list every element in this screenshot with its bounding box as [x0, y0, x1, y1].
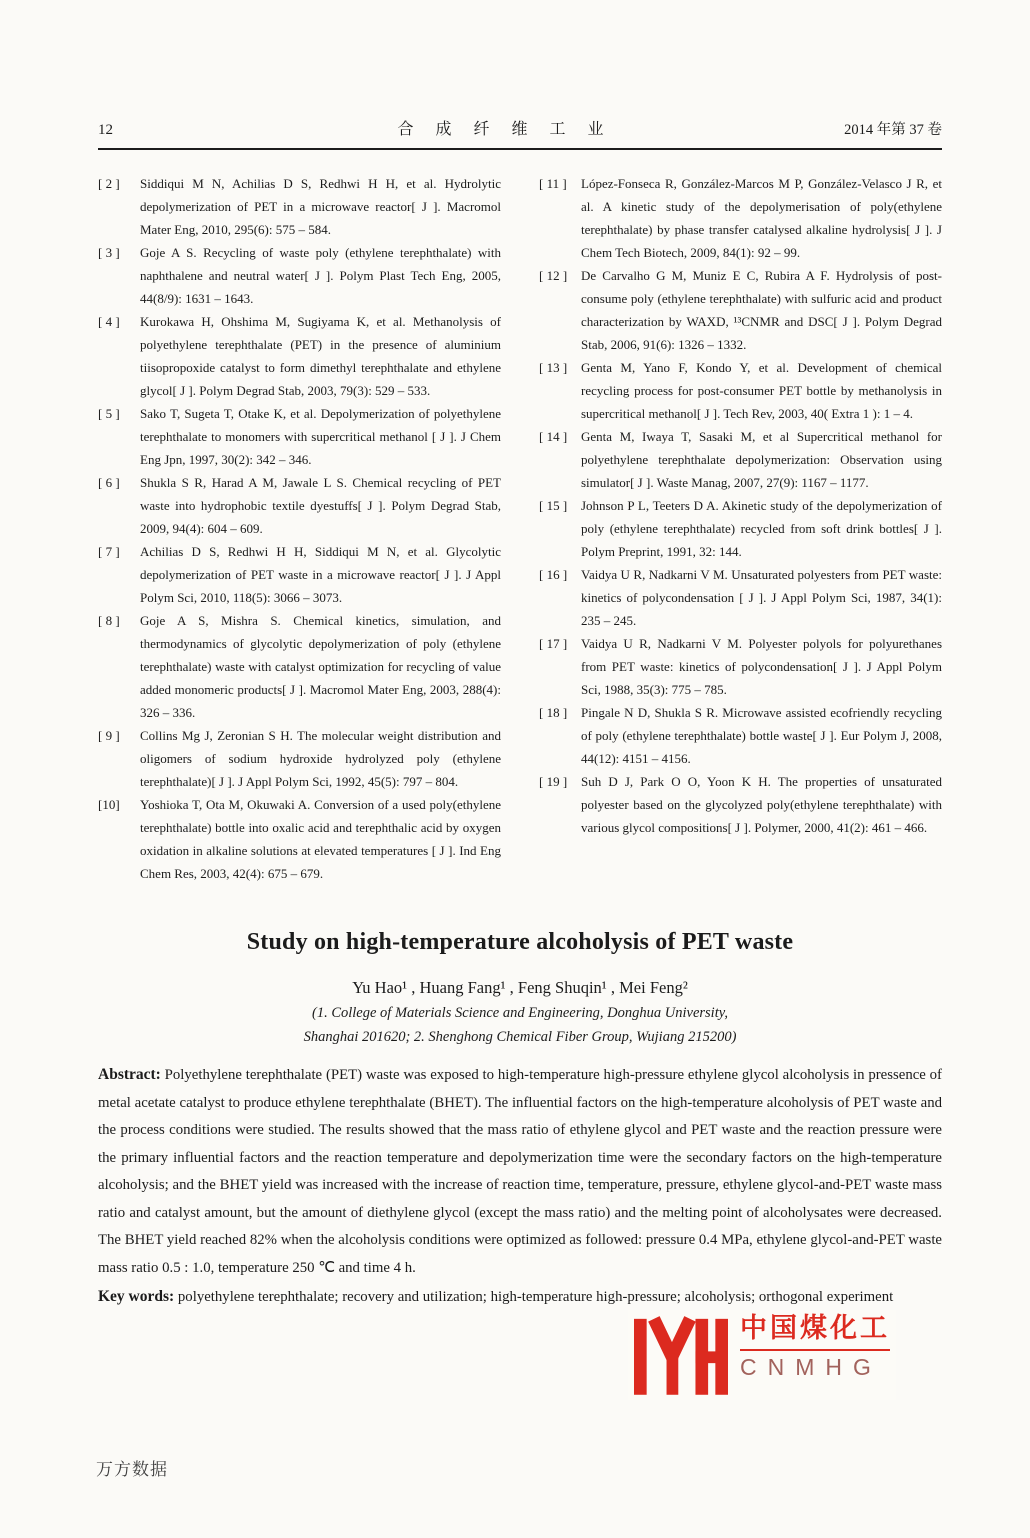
reference-text: Shukla S R, Harad A M, Jawale L S. Chemical recycling of PET waste into hydrophobic textile dyestuffs[ J ]. Polym Degrad Stab, 2009, 94(4): 604 – 609.: [140, 475, 501, 536]
reference-text: Genta M, Iwaya T, Sasaki M, et al Supercritical methanol for polyethylene terephthalate depolymerization: Observation using simulator[ J ]. Waste Manag, 2007, 27(9): 1167 – 1177.: [581, 429, 942, 490]
cnmhg-logo-text: [740, 1314, 890, 1380]
reference-item: [98, 241, 501, 310]
reference-label: [ 3 ]: [98, 245, 120, 260]
article-title: Study on high-temperature alcoholysis of PET waste: [246, 929, 794, 955]
cnmhg-logo-stamp: [628, 1310, 896, 1400]
reference-text: Siddiqui M N, Achilias D S, Redhwi H H, et al. Hydrolytic depolymerization of PET in a microwave reactor[ J ]. Macromol Mater Eng, 2010, 295(6): 575 – 584.: [140, 176, 501, 237]
reference-label: [ 6 ]: [98, 475, 120, 490]
references-column-right: [539, 172, 942, 885]
references-section: [98, 172, 942, 885]
header-rule: [98, 148, 942, 150]
reference-label: [ 4 ]: [98, 314, 120, 329]
wanfang-watermark: 万方数据: [96, 1460, 168, 1479]
reference-label: [ 11 ]: [539, 176, 567, 191]
reference-text: Suh D J, Park O O, Yoon K H. The properties of unsaturated polyester based on the glycolyzed poly(ethylene terephthalate) with various glycol compositions[ J ]. Polymer, 2000, 41(2): 461 – 466.: [581, 774, 942, 835]
reference-label: [ 15 ]: [539, 498, 568, 513]
reference-text: De Carvalho G M, Muniz E C, Rubira A F. Hydrolysis of post-consume poly (ethylene terephthalate) with sulfuric acid and product characterization by WAXD, ¹³CNMR and DSC[ J ]. Polym Degrad Stab, 2006, 91(6): 1326 – 1332.: [581, 268, 942, 352]
cnmhg-latin-text: CNMHG: [740, 1353, 882, 1380]
page-header: [98, 116, 942, 139]
reference-item: [539, 701, 942, 770]
reference-text: Goje A S. Recycling of waste poly (ethylene terephthalate) with naphthalene and neutral water[ J ]. Polym Plast Tech Eng, 2005, 44(8/9): 1631 – 1643.: [140, 245, 501, 306]
reference-item: [539, 425, 942, 494]
reference-label: [ 17 ]: [539, 636, 568, 651]
article-section: [98, 929, 942, 1312]
reference-item: [539, 632, 942, 701]
reference-item: [539, 172, 942, 264]
abstract-paragraph: [98, 1061, 942, 1282]
abstract-label: Abstract:: [98, 1066, 161, 1083]
cnmhg-mark-icon: [634, 1314, 728, 1396]
affiliation-line-1: (1. College of Materials Science and Engineering, Donghua University,: [312, 1005, 728, 1021]
reference-text: Collins Mg J, Zeronian S H. The molecular weight distribution and oligomers of sodium hydroxide hydrolyzed poly (ethylene terephthalate)[ J ]. J Appl Polym Sci, 1992, 45(5): 797 – 804.: [140, 728, 501, 789]
reference-text: López-Fonseca R, González-Marcos M P, González-Velasco J R, et al. A kinetic study of the depolymerisation of poly(ethylene terephthalate) by phase transfer catalysed alkaline hydrolysis[ J ]. J Chem Tech Biotech, 2009, 84(1): 92 – 99.: [581, 176, 942, 260]
reference-item: [98, 609, 501, 724]
reference-label: [ 9 ]: [98, 728, 120, 743]
reference-label: [ 8 ]: [98, 613, 120, 628]
reference-label: [ 13 ]: [539, 360, 568, 375]
reference-label: [ 16 ]: [539, 567, 568, 582]
reference-text: Goje A S, Mishra S. Chemical kinetics, simulation, and thermodynamics of glycolytic depolymerization of poly (ethylene terephthalate) waste with catalyst optimization for recycling of value added monomeric products[ J ]. Macromol Mater Eng, 2003, 288(4): 326 – 336.: [140, 613, 501, 720]
reference-text: Genta M, Yano F, Kondo Y, et al. Development of chemical recycling process for post-consumer PET bottle by methanolysis in supercritical methanol[ J ]. Tech Rev, 2003, 40( Extra 1 ): 1 – 4.: [581, 360, 942, 421]
reference-item: [539, 356, 942, 425]
reference-text: Achilias D S, Redhwi H H, Siddiqui M N, et al. Glycolytic depolymerization of PET waste in a microwave reactor[ J ]. J Appl Polym Sci, 2010, 118(5): 3066 – 3073.: [140, 544, 501, 605]
keywords-label: Key words:: [98, 1288, 175, 1305]
cnmhg-chinese-text: 中国煤化工: [740, 1313, 890, 1343]
keywords-paragraph: [98, 1283, 942, 1312]
reference-label: [10]: [98, 797, 120, 812]
reference-text: Yoshioka T, Ota M, Okuwaki A. Conversion of a used poly(ethylene terephthalate) bottle into oxalic acid and terephthalic acid by oxygen oxidation in alkaline solutions at elevated temperatures [ J ]. Ind Eng Chem Res, 2003, 42(4): 675 – 679.: [140, 797, 501, 881]
reference-item: [98, 310, 501, 402]
reference-text: Sako T, Sugeta T, Otake K, et al. Depolymerization of polyethylene terephthalate to monomers with supercritical methanol [ J ]. J Chem Eng Jpn, 1997, 30(2): 342 – 346.: [140, 406, 501, 467]
reference-item: [98, 402, 501, 471]
reference-item: [98, 793, 501, 885]
reference-text: Kurokawa H, Ohshima M, Sugiyama K, et al. Methanolysis of polyethylene terephthalate (PET) in the presence of aluminium tiisopropoxide catalyst to form dimethyl terephthalate and ethylene glycol[ J ]. Polym Degrad Stab, 2003, 79(3): 529 – 533.: [140, 314, 501, 398]
reference-text: Johnson P L, Teeters D A. Akinetic study of the depolymerization of poly (ethylene terephthalate) recycled from soft drink bottles[ J ]. Polym Preprint, 1991, 32: 144.: [581, 498, 942, 559]
reference-item: [539, 563, 942, 632]
reference-item: [539, 264, 942, 356]
reference-item: [539, 494, 942, 563]
journal-title: 合 成 纤 维 工 业: [397, 121, 613, 138]
reference-label: [ 2 ]: [98, 176, 120, 191]
cnmhg-divider: [740, 1349, 890, 1351]
reference-label: [ 5 ]: [98, 406, 120, 421]
page-number: 12: [98, 122, 113, 138]
affiliation-line-2: Shanghai 201620; 2. Shenghong Chemical Fiber Group, Wujiang 215200): [303, 1029, 737, 1045]
reference-label: [ 7 ]: [98, 544, 120, 559]
references-column-left: [98, 172, 501, 885]
reference-text: Pingale N D, Shukla S R. Microwave assisted ecofriendly recycling of poly (ethylene terephthalate) bottle waste[ J ]. Eur Polym J, 2008, 44(12): 4151 – 4156.: [581, 705, 942, 766]
issue-info: 2014 年第 37 卷: [844, 122, 942, 138]
reference-label: [ 14 ]: [539, 429, 568, 444]
reference-text: Vaidya U R, Nadkarni V M. Polyester polyols for polyurethanes from PET waste: kinetics of polycondensation[ J ]. J Appl Polym Sci, 1988, 35(3): 775 – 785.: [581, 636, 942, 697]
reference-item: [98, 540, 501, 609]
reference-label: [ 19 ]: [539, 774, 568, 789]
reference-label: [ 18 ]: [539, 705, 568, 720]
reference-text: Vaidya U R, Nadkarni V M. Unsaturated polyesters from PET waste: kinetics of polycondensation [ J ]. J Appl Polym Sci, 1987, 34(1): 235 – 245.: [581, 567, 942, 628]
keywords-text: polyethylene terephthalate; recovery and utilization; high-temperature high-pressure; alcoholysis; orthogonal experiment: [177, 1289, 894, 1305]
reference-item: [539, 770, 942, 839]
abstract-text: Polyethylene terephthalate (PET) waste was exposed to high-temperature high-pressure ethylene glycol alcoholysis in pressence of metal acetate catalyst to produce ethylene terephthalate (BHET). The influential factors on the high-temperature alcoholysis of PET waste and the process conditions were studied. The results showed that the mass ratio of ethylene glycol and PET waste and the reaction pressure were the primary influential factors and the reaction temperature and depolymerization time were the secondary factors on the high-temperature alcoholysis; and the BHET yield was increased with the increase of reaction time, temperature, pressure, ethylene glycol-and-PET waste mass ratio and catalyst amount, but the amount of diethylene glycol (except the mass ratio) and the melting point of alcoholysates were decreased. The BHET yield reached 82% when the alcoholysis conditions were optimized as followed: pressure 0.4 MPa, ethylene glycol-and-PET waste mass ratio 0.5 : 1.0, temperature 250 ℃ and time 4 h.: [98, 1067, 942, 1276]
reference-label: [ 12 ]: [539, 268, 568, 283]
reference-item: [98, 471, 501, 540]
reference-item: [98, 724, 501, 793]
authors-line: Yu Hao¹ , Huang Fang¹ , Feng Shuqin¹ , Mei Feng²: [352, 978, 688, 997]
reference-item: [98, 172, 501, 241]
